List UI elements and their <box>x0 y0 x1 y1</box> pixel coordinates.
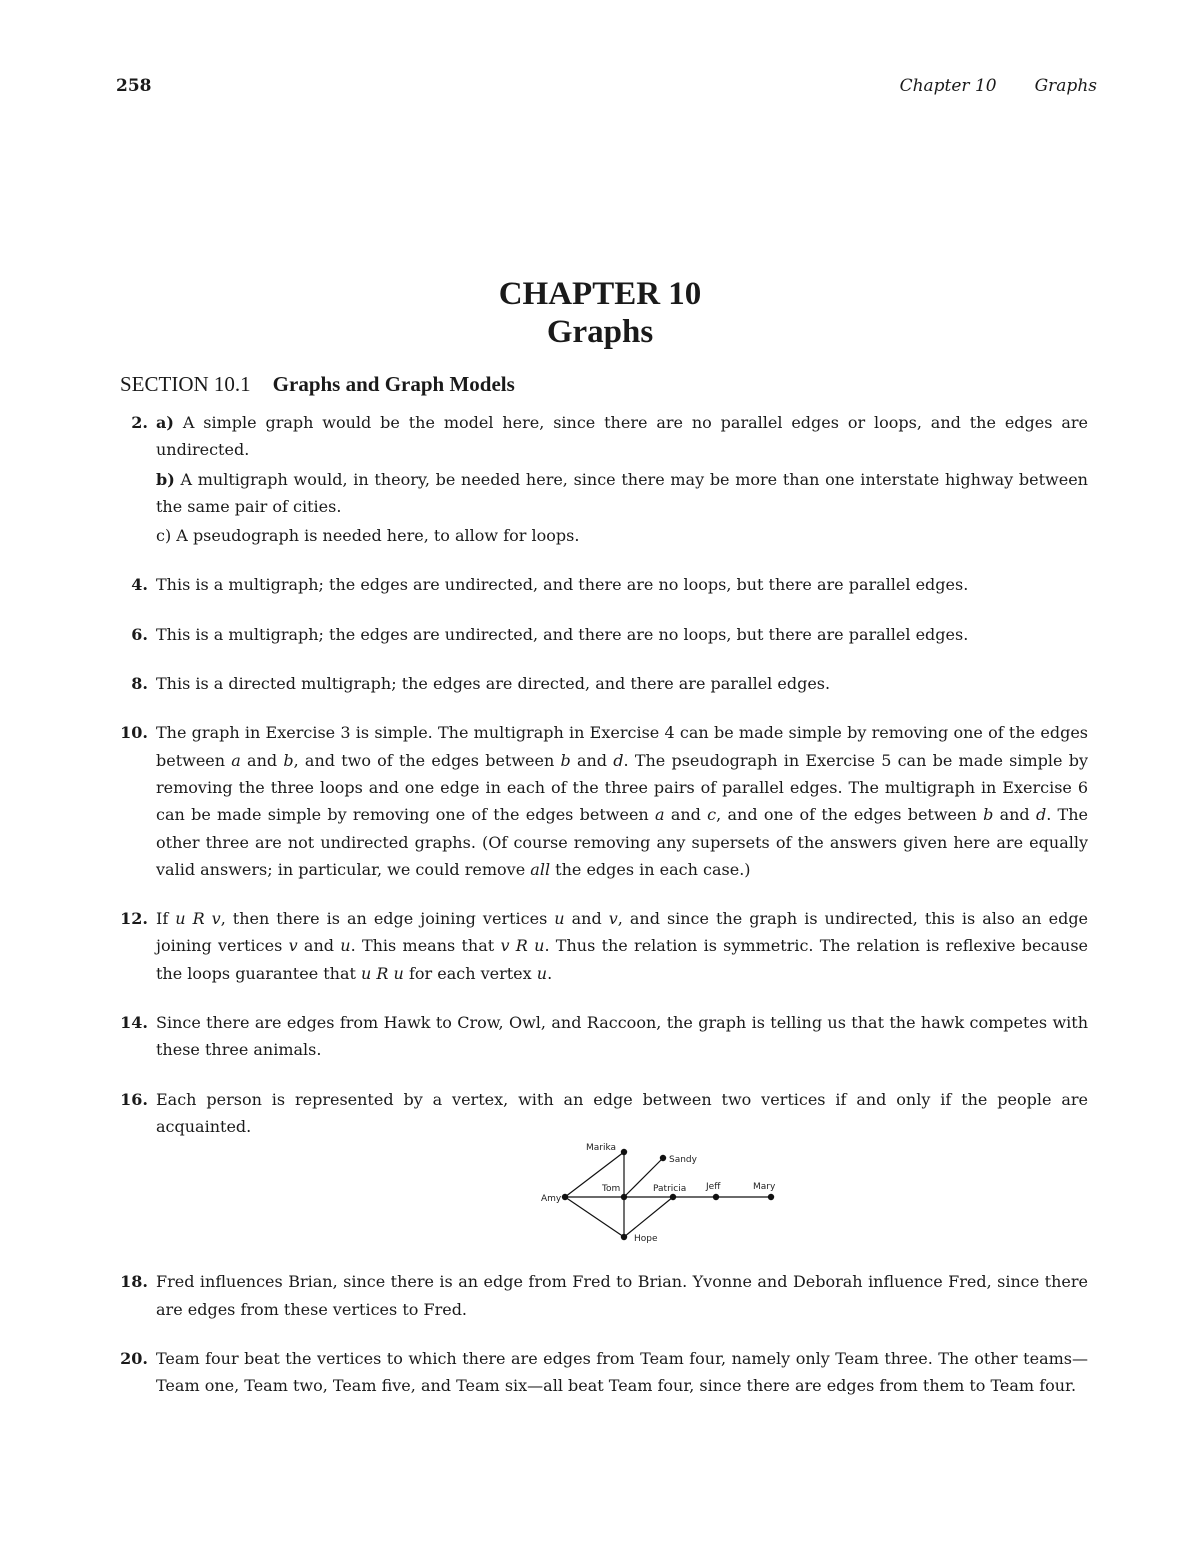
text-run: . <box>547 963 553 983</box>
math-var: c <box>707 805 717 825</box>
graph-vertex-patricia <box>670 1194 676 1200</box>
math-var: u <box>340 936 351 956</box>
exercise-text: Fred influences Brian, since there is an edge from Fred to Brian. Yvonne and Deborah influence Fred, since there are edges from these vertices to Fred. <box>156 1272 1088 1319</box>
graph-vertex-label-patricia: Patricia <box>653 1184 687 1195</box>
part-label: b) <box>156 469 175 489</box>
graph-edge-amy-hope <box>565 1197 624 1237</box>
graph-vertex-tom <box>621 1194 627 1200</box>
part-label: a) <box>156 413 174 432</box>
part-text: A pseudograph is needed here, to allow for loops. <box>176 526 580 546</box>
chapter-heading <box>0 275 1200 351</box>
text-run: and <box>297 936 341 956</box>
emphasis: all <box>530 859 551 879</box>
math-var: b <box>283 750 294 770</box>
exercise-list <box>116 409 1088 1399</box>
text-run: If <box>156 909 176 929</box>
text-run: the edges in each case.) <box>550 859 751 879</box>
graph-vertex-label-mary: Mary <box>753 1182 776 1193</box>
exercise-text: This is a multigraph; the edges are undirected, and there are no loops, but there are parallel edges. <box>156 575 969 595</box>
page-number: 258 <box>116 76 152 96</box>
exercise-number: 14. <box>120 1013 148 1033</box>
exercise-number: 4. <box>131 575 148 595</box>
text-run: , and two of the edges between <box>293 750 561 770</box>
exercise-number: 6. <box>131 624 148 644</box>
exercise-2-part-b <box>156 466 1088 521</box>
exercise-number: 16. <box>120 1089 148 1109</box>
part-label: c) <box>156 526 172 546</box>
graph-edge-patricia-hope <box>624 1197 673 1237</box>
exercise-text: This is a directed multigraph; the edges are directed, and there are parallel edges. <box>156 674 831 694</box>
math-var: v <box>288 936 298 956</box>
section-heading <box>120 372 515 397</box>
running-title <box>900 76 1097 96</box>
graph-vertex-label-amy: Amy <box>541 1194 562 1205</box>
text-run: , then there is an edge joining vertices <box>220 909 555 929</box>
exercise-text: This is a multigraph; the edges are undirected, and there are no loops, but there are parallel edges. <box>156 624 969 644</box>
text-run: , and since the graph is undirected, this is also an edge joining vertices <box>156 909 1089 956</box>
running-head <box>116 76 1097 96</box>
running-chapter-label: Chapter 10 <box>899 76 997 96</box>
section-title: Graphs and Graph Models <box>272 372 515 396</box>
exercise-number: 8. <box>131 674 148 694</box>
exercise-10 <box>116 719 1088 883</box>
acquaintance-graph <box>536 1140 796 1248</box>
acquaintance-graph-figure <box>156 1140 1088 1250</box>
exercise-4 <box>116 571 1088 598</box>
text-run: and <box>570 750 614 770</box>
exercise-number: 12. <box>120 909 148 929</box>
math-var: a <box>655 805 665 825</box>
exercise-2-part-a <box>156 409 1088 464</box>
graph-vertex-label-jeff: Jeff <box>706 1182 721 1193</box>
exercise-14 <box>116 1009 1088 1064</box>
exercise-number: 18. <box>120 1272 148 1292</box>
text-run: and <box>564 909 609 929</box>
graph-vertex-label-tom: Tom <box>602 1184 621 1195</box>
exercise-6 <box>116 621 1088 648</box>
exercise-12 <box>116 905 1088 987</box>
exercise-2 <box>116 409 1088 549</box>
section-label: SECTION 10.1 <box>120 372 251 396</box>
graph-vertex-amy <box>562 1194 568 1200</box>
running-chapter-topic: Graphs <box>1034 76 1097 96</box>
text-run: for each vertex <box>403 963 537 983</box>
text-run: and <box>240 750 284 770</box>
math-var: d <box>1035 805 1047 825</box>
exercise-number: 10. <box>120 723 148 743</box>
text-run: , and one of the edges between <box>716 805 984 825</box>
exercise-text: Team four beat the vertices to which there are edges from Team four, namely only Team three. The other teams—Team one, Team two, Team five, and Team six—all beat Team four, since there are edges from them to Team four. <box>156 1348 1088 1396</box>
exercise-number: 2. <box>131 413 148 432</box>
graph-vertex-label-sandy: Sandy <box>669 1155 697 1166</box>
chapter-number: CHAPTER 10 <box>498 276 702 312</box>
math-expr: v R u <box>500 936 545 956</box>
exercise-18 <box>116 1268 1088 1323</box>
graph-vertex-label-hope: Hope <box>634 1234 658 1245</box>
exercise-8 <box>116 670 1088 697</box>
math-var: u <box>554 909 565 929</box>
exercise-2-part-c <box>156 522 1088 549</box>
graph-vertex-marika <box>621 1149 627 1155</box>
exercise-16 <box>116 1086 1088 1251</box>
math-var: a <box>231 750 241 770</box>
graph-vertex-sandy <box>660 1155 666 1161</box>
exercise-number: 20. <box>120 1348 148 1368</box>
exercise-text: Since there are edges from Hawk to Crow, Owl, and Raccoon, the graph is telling us that the hawk competes with these three animals. <box>156 1013 1088 1060</box>
math-var: b <box>560 750 571 770</box>
chapter-title: Graphs <box>546 314 654 350</box>
math-var: u <box>536 963 548 983</box>
text-run: and <box>993 805 1036 825</box>
exercise-text <box>156 905 1088 987</box>
text-run: . The pseudograph in Exercise 5 can be made simple by removing the three loops and one edge in each of the three pairs of parallel edges. The multigraph in Exercise 6 can be made simple by removing one of the edges between <box>156 750 1088 825</box>
exercise-20 <box>116 1345 1088 1400</box>
part-text: A multigraph would, in theory, be needed here, since there may be more than one interstate highway between the same pair of cities. <box>156 469 1088 516</box>
math-var: v <box>608 909 618 929</box>
graph-vertex-hope <box>621 1234 627 1240</box>
text-run: . The other three are not undirected graphs. (Of course removing any supersets of the answers given here are equally valid answers; in particular, we could remove <box>156 805 1088 879</box>
text-run: The graph in Exercise 3 is simple. The multigraph in Exercise 4 can be made simple by removing one of the edges between <box>156 723 1088 770</box>
exercise-text <box>156 719 1088 883</box>
math-var: d <box>613 750 624 770</box>
text-run: and <box>664 805 708 825</box>
math-var: b <box>983 805 994 825</box>
math-expr: u R u <box>361 963 404 983</box>
graph-vertex-jeff <box>713 1194 719 1200</box>
part-text: A simple graph would be the model here, since there are no parallel edges or loops, and the edges are undirected. <box>156 413 1088 460</box>
text-run: . This means that <box>350 936 501 956</box>
text-run: . Thus the relation is symmetric. The relation is reflexive because the loops guarantee that <box>156 936 1089 983</box>
graph-vertex-mary <box>768 1194 774 1200</box>
math-expr: u R v <box>175 909 221 929</box>
exercise-text: Each person is represented by a vertex, with an edge between two vertices if and only if the people are acquainted. <box>156 1089 1088 1136</box>
graph-vertex-label-marika: Marika <box>586 1143 617 1154</box>
